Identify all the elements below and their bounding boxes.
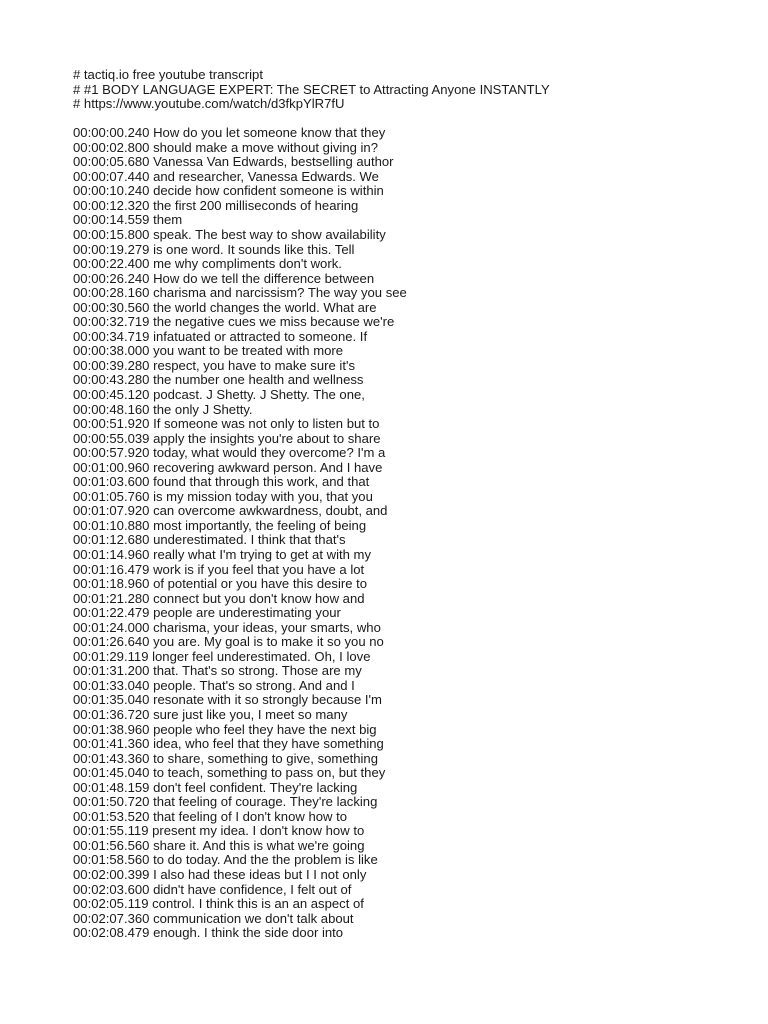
transcript-line: 00:00:05.680 Vanessa Van Edwards, bestselling author [73, 154, 394, 170]
transcript-line: 00:01:05.760 is my mission today with you, that you [73, 488, 373, 504]
transcript-line: 00:01:33.040 people. That's so strong. And and I [73, 677, 355, 693]
transcript-line: 00:01:31.200 that. That's so strong. Those are my [73, 663, 362, 679]
transcript-line: 00:00:12.320 the first 200 milliseconds of hearing [73, 197, 359, 213]
transcript-line: 00:01:10.880 most importantly, the feeling of being [73, 517, 367, 533]
transcript-line: 00:00:00.240 How do you let someone know that they [73, 125, 386, 141]
transcript-line: 00:01:18.960 of potential or you have this desire to [73, 576, 368, 592]
transcript-line: 00:00:39.280 respect, you have to make sure it's [73, 357, 356, 373]
transcript-line: 00:01:55.119 present my idea. I don't know how to [73, 823, 365, 839]
transcript-line: 00:01:12.680 underestimated. I think that that's [73, 532, 346, 548]
transcript-line: 00:00:55.039 apply the insights you're about to share [73, 430, 381, 446]
video-url-line: # https://www.youtube.com/watch/d3fkpYlR7fU [73, 96, 345, 112]
transcript-line: 00:00:07.440 and researcher, Vanessa Edwards. We [73, 168, 379, 184]
transcript-line: 00:02:03.600 didn't have confidence, I felt out of [73, 881, 352, 897]
transcript-line: 00:01:16.479 work is if you feel that you have a lot [73, 561, 365, 577]
transcript-body [73, 126, 753, 941]
transcript-line: 00:01:36.720 sure just like you, I meet so many [73, 707, 348, 723]
transcript-line: 00:00:28.160 charisma and narcissism? The way you see [73, 285, 407, 301]
transcript-header [73, 68, 753, 112]
transcript-line: 00:01:45.040 to teach, something to pass on, but they [73, 765, 386, 781]
transcript-line: 00:00:34.719 infatuated or attracted to someone. If [73, 328, 368, 344]
transcript-line: 00:02:00.399 I also had these ideas but I I not only [73, 867, 367, 883]
transcript-line: 00:01:07.920 can overcome awkwardness, doubt, and [73, 503, 388, 519]
document-page [73, 68, 753, 941]
transcript-line: 00:01:56.560 share it. And this is what we're going [73, 837, 365, 853]
transcript-line: 00:01:22.479 people are underestimating your [73, 605, 341, 621]
transcript-line: 00:01:43.360 to share, something to give, something [73, 750, 378, 766]
transcript-line: 00:02:05.119 control. I think this is an an aspect of [73, 896, 364, 912]
transcript-line: 00:01:29.119 longer feel underestimated. Oh, I love [73, 648, 371, 664]
transcript-line: 00:00:26.240 How do we tell the difference between [73, 270, 375, 286]
transcript-line: 00:00:51.920 If someone was not only to listen but to [73, 416, 380, 432]
transcript-line: 00:01:53.520 that feeling of I don't know how to [73, 808, 348, 824]
transcript-line: 00:01:26.640 you are. My goal is to make it so you no [73, 634, 384, 650]
transcript-line: 00:02:07.360 communication we don't talk about [73, 910, 354, 926]
transcript-line: 00:00:30.560 the world changes the world. What are [73, 299, 377, 315]
transcript-line: 00:00:02.800 should make a move without giving in? [73, 139, 378, 155]
source-line: # tactiq.io free youtube transcript [73, 67, 263, 82]
transcript-line: 00:01:58.560 to do today. And the the problem is like [73, 852, 378, 868]
transcript-line: 00:01:14.960 really what I'm trying to get at with my [73, 547, 371, 562]
transcript-line: 00:00:19.279 is one word. It sounds like this. Tell [73, 241, 355, 257]
transcript-line: 00:00:10.240 decide how confident someone is within [73, 183, 384, 199]
transcript-line: 00:02:08.479 enough. I think the side door into [73, 925, 344, 941]
transcript-line: 00:00:43.280 the number one health and wellness [73, 372, 364, 388]
transcript-line: 00:00:45.120 podcast. J Shetty. J Shetty. The one, [73, 386, 365, 402]
transcript-line: 00:01:00.960 recovering awkward person. And I have [73, 459, 383, 475]
video-title-line: # #1 BODY LANGUAGE EXPERT: The SECRET to Attracting Anyone INSTANTLY [73, 81, 550, 97]
transcript-line: 00:01:41.360 idea, who feel that they have something [73, 736, 384, 752]
transcript-line: 00:00:22.400 me why compliments don't work. [73, 256, 342, 272]
transcript-line: 00:01:35.040 resonate with it so strongly because I'm [73, 692, 382, 708]
transcript-line: 00:00:14.559 them [73, 212, 183, 228]
transcript-line: 00:01:48.159 don't feel confident. They're lacking [73, 779, 358, 795]
transcript-line: 00:01:24.000 charisma, your ideas, your smarts, who [73, 619, 381, 635]
transcript-line: 00:01:38.960 people who feel they have the next big [73, 721, 377, 737]
transcript-line: 00:00:32.719 the negative cues we miss because we're [73, 314, 395, 330]
transcript-line: 00:01:21.280 connect but you don't know how and [73, 590, 365, 606]
transcript-line: 00:00:48.160 the only J Shetty. [73, 401, 253, 417]
transcript-line: 00:00:57.920 today, what would they overcome? I'm a [73, 445, 386, 461]
transcript-line: 00:00:15.800 speak. The best way to show availability [73, 226, 386, 242]
transcript-line: 00:01:03.600 found that through this work, and that [73, 474, 370, 490]
transcript-line: 00:01:50.720 that feeling of courage. They're lacking [73, 794, 378, 810]
transcript-line: 00:00:38.000 you want to be treated with more [73, 343, 344, 359]
